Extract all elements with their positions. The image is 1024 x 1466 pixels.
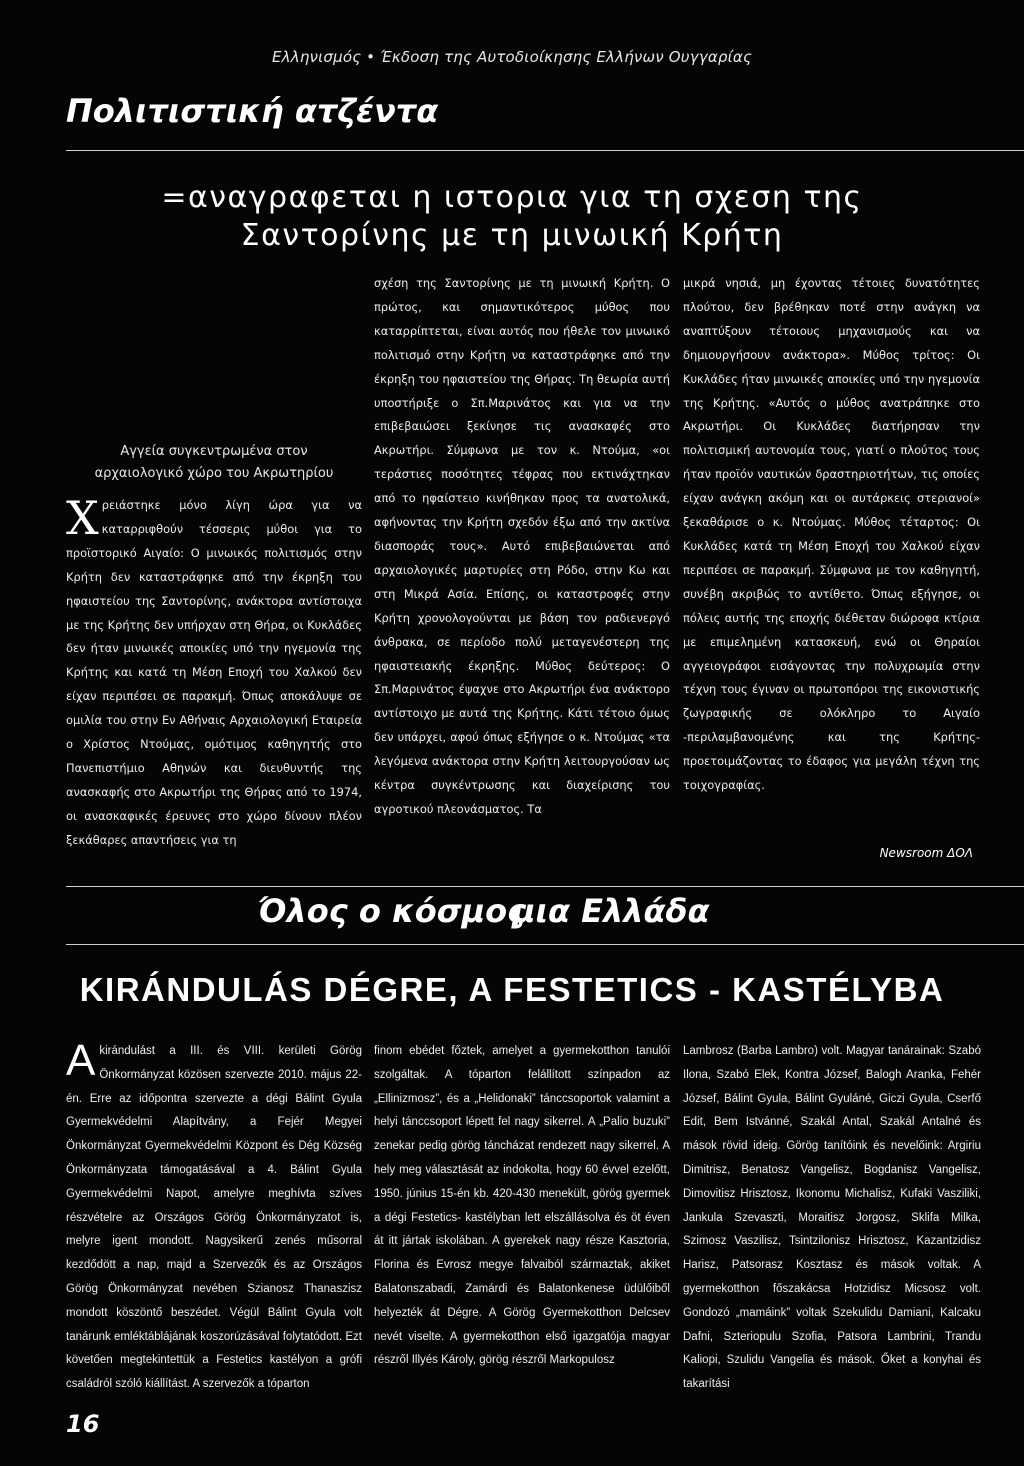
section-divider-middle-top xyxy=(66,886,1024,887)
section-divider-top xyxy=(66,150,1024,151)
greek-column2-text: σχέση της Σαντορίνης με τη μινωική Κρήτη. Ο πρώτος, και σημαντικότερος μύθος που καταρρίπτεται, είναι αυτός που ήθελε τον μινωικό πολιτισμό στην Κρήτη να καταστράφηκε από την έκρηξη του ηφαιστείου της Θήρας. Τη θεωρία αυτή υποστήριξε ο Σπ.Μαρινάτος και για να την επιβεβαιώσει ξεκίνησε τις ανασκαφές στο Ακρωτήρι. Σύμφωνα με τον κ. Ντούμα, «οι τεράστιες ποσότητες τέφρας που εκτινάχτηκαν από το ηφαίστειο κινήθηκαν προς τα ανατολικά, αφήνοντας την Κρήτη σχεδόν έξω από την ακτίνα διασποράς τους». Αυτό επιβεβαιώνεται από αρχαιολογικές μαρτυρίες στη Ρόδο, στην Κω και στη Μικρά Ασία. Επίσης, οι καταστροφές στην Κρήτη χρονολογούνται με βάση τον ραδιενεργό άνθρακα, σε περίοδο πολύ μεταγενέστερη της ηφαιστειακής έκρηξης. Μύθος δεύτερος: Ο Σπ.Μαρινάτος έψαχνε στο Ακρωτήρι ένα ανάκτορο αντίστοιχο με αυτά της Κρήτης. Κάτι τέτοιο όμως δεν υπάρχει, αφού όπως εξήγησε ο κ. Ντούμας «τα λεγόμενα ανάκτορα στην Κρήτη λειτουργούσαν ως κέντρα συγκέντρωσης και διαχείρισης του αγροτικού πλεονάσματος. Τα xyxy=(374,276,671,816)
hungarian-article-column3 xyxy=(683,1040,981,1397)
greek-column3-text: μικρά νησιά, μη έχοντας τέτοιες δυνατότητες πλούτου, δεν βρέθηκαν ποτέ στην ανάγκη να αναπτύξουν τέτοιους μηχανισμούς και να δημιουργήσουν ανάκτορα». Μύθος τρίτος: Οι Κυκλάδες ήταν μινωικές αποικίες υπό την ηγεμονία της Κρήτης. «Αυτός ο μύθος ανατράπηκε στο Ακρωτήρι. Οι Κυκλάδες διατήρησαν την πολιτισμική αυτονομία τους, γιατί ο πλούτος τους ήταν προϊόν ναυτικών δραστηριοτήτων, τις οποίες είχαν ανάγκη ακόμη και οι αυτάρκεις στεριανοί» ξεκαθάρισε ο κ. Ντούμας. Μύθος τέταρτος: Οι Κυκλάδες κατά τη Μέση Εποχή του Χαλκού είχαν περιπέσει σε παρακμή. Σύμφωνα με τον καθηγητή, συνέβη ακριβώς το αντίθετο. Όπως εξήγησε, οι πόλεις αυτής της εποχής διέθεταν διώροφα κτίρια με επιμελημένη κατασκευή, ενώ οι Θηραίοι αγγειογράφοι εισάγοντας την πολυχρωμία στην τέχνη τους έγιναν οι πρωτοπόροι της εικονιστικής ζωγραφικής σε ολόκληρο το Αιγαίο -περιλαμβανομένης και της Κρήτης- προετοιμάζοντας το έδαφος για μεγάλη τέχνη της τοιχογραφίας. xyxy=(683,276,980,793)
section-title-cultural-agenda: Πολιτιστική ατζέντα xyxy=(66,92,439,130)
hungarian-article-column1 xyxy=(66,1036,362,1397)
dropcap-letter: Χ xyxy=(66,491,99,545)
hungarian-column1-text: kirándulást a III. és VIII. kerületi Görög Önkormányzat közösen szervezte 2010. május 22-én. Erre az időpontra szervezte a dégi Bálint Gyula Gyermekvédelmi Alapítvány, a Fejér Megyei Önkormányzat Gyermekvédelmi Központ és Dég Község Önkormányzata támogatásával a 4. Bálint Gyula Gyermekvédelmi Napot, amelyre meghívta szíves részvételre az Országos Görög Önkormányzatot is, melyre igent mondott. Nagysikerű zenés műsorral kezdődött a nap, majd a Szervezők és az Országos Görög Önkormányzat nevében Szianosz Thanaszisz mondott köszöntő beszédet. Végül Bálint Gyula volt tanárunk emléktáblájának koszorúzásával folytatódott. Ezt követően megtekintettük a Festetics kastélyon a grófi családról szóló kiállítást. A szervezők a tóparton xyxy=(66,1045,362,1391)
section-divider-middle-bottom xyxy=(66,944,1024,945)
hungarian-column2-text: finom ebédet főztek, amelyet a gyermekotthon tanulói szolgáltak. A tóparton felállított színpadon az „Ellinizmosz”, és a „Helidonaki” tánccsoportok valamint a helyi tánccsoport lépett fel nagy sikerrel. A „Palio buzuki” zenekar pedig görög táncházat rendezett nagy sikerrel. A hely meg választását az indokolta, hogy 60 évvel ezelőtt, 1950. június 15-én kb. 420-430 menekült, görög gyermek a dégi Festetics- kastélyban lett elszállásolva és öt éven át itt jártak iskolában. A gyerekek nagy része Kasztoria, Florina és Evrosz megye falvaiból származtak, akiket Balatonszabadi, Zamárdi és Balatonkenese üdülőiből helyezték át Dégre. A Görög Gyermekotthon Delcsev nevét viselte. A gyermekotthon első igazgatója magyar részről Illyés Károly, görög részről Markopulosz xyxy=(374,1045,670,1367)
hungarian-article-column2 xyxy=(374,1040,670,1373)
page-number: 16 xyxy=(66,1410,100,1438)
greek-article-column3 xyxy=(683,272,980,798)
greek-column1-text: ρειάστηκε μόνο λίγη ώρα για να καταρριφθούν τέσσερις μύθοι για το προϊστορικό Αιγαίο: Ο μινωικός πολιτισμός στην Κρήτη δεν καταστράφηκε από την έκρηξη του ηφαιστείου της Σαντορίνης, ανάκτορα αντίστοιχα με της Κρήτης δεν υπήρχαν στη Θήρα, οι Κυκλάδες δεν ήταν μινωικές αποικίες υπό την ηγεμονία της Κρήτης και κατά τη Μέση Εποχή του Χαλκού δεν είχαν περιπέσει σε παρακμή. Όπως αποκάλυψε σε ομιλία του στην Εν Αθήναις Αρχαιολογική Εταιρεία ο Χρίστος Ντούμας, ομότιμος καθηγητής στο Πανεπιστήμιο Αθηνών και διευθυντής της ανασκαφής στο Ακρωτήρι της Θήρας από το 1974, οι ανασκαφικές έρευνες στο χώρο δίνουν πλέον ξεκάθαρες απαντήσεις για τη xyxy=(66,498,362,847)
caption-line2: αρχαιολογικό χώρο του Ακρωτηρίου xyxy=(94,466,334,481)
section-title-one-greece: μια Ελλάδα xyxy=(512,892,710,930)
article-title-line2: Σαντορίνης με τη μινωική Κρήτη xyxy=(240,218,784,253)
image-caption xyxy=(66,441,362,485)
greek-article-column1 xyxy=(66,491,362,853)
section-title-whole-world: Όλος ο κόσμος xyxy=(258,892,527,930)
hungarian-article-title: KIRÁNDULÁS DÉGRE, A FESTETICS - KASTÉLYBA xyxy=(79,971,945,1008)
article-signature: Newsroom ΔΟΛ xyxy=(879,846,973,860)
hungarian-dropcap-letter: A xyxy=(66,1036,96,1085)
hungarian-column3-text: Lambrosz (Barba Lambro) volt. Magyar tanárainak: Szabó Ilona, Szabó Elek, Kontra József, Balogh Aranka, Fehér József, Bálint Gyula, Bálint Gyuláné, Giczi Gyula, Cserfő Edit, Bem Istvánné, Szakál Antal, Szakál Antalné és mások rövid ideig. Görög tanítóink és nevelőink: Argiriu Dimitrisz, Benatosz Vangelisz, Bogdanisz Vangelisz, Dimovitisz Hrisztosz, Ikonomu Michalisz, Kufaki Vasziliki, Jankula Szevaszti, Moraitisz Jorgosz, Sklifa Milka, Szimosz Vaszilisz, Tsintzilonisz Hrisztosz, Kazantzidisz Harisz, Patsorasz Kosztasz és mások voltak. A gyermekotthon főszakácsa Hotzidisz Micsosz volt. Gondozó „mamáink” voltak Szekulidu Damiani, Kalcaku Dafni, Szteriopulu Szofia, Patsora Lambrini, Trandu Kaliopi, Szulidu Vangelia és mások. Őket a konyhai és takarítási xyxy=(683,1045,981,1391)
caption-line1: Αγγεία συγκεντρωμένα στον xyxy=(120,444,308,459)
article-title-line1: =αναγραφεται η ιστορια για τη σχεση της xyxy=(161,180,863,215)
publication-header: Ελληνισμός • Έκδοση της Αυτοδιοίκησης Ελλήνων Ουγγαρίας xyxy=(271,48,753,66)
greek-article-column2 xyxy=(374,272,670,822)
